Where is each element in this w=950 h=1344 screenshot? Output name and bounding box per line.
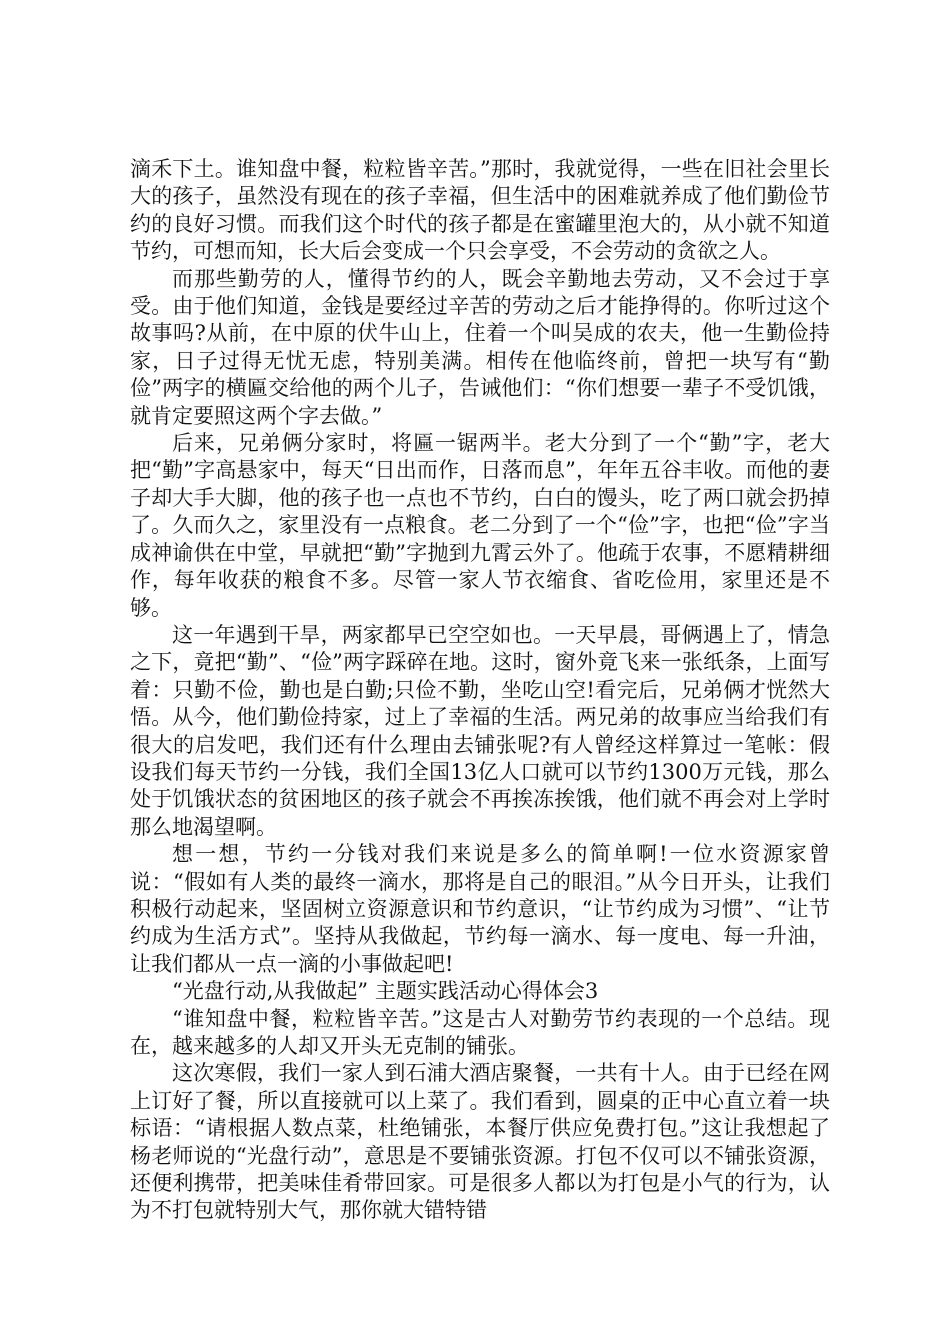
- paragraph-5: 想一想，节约一分钱对我们来说是多么的简单啊!一位水资源家曾说：“假如有人类的最终一滴水，那将是自己的眼泪。”从今日开头，让我们积极行动起来，坚固树立资源意识和节约意识，“让节约成为习惯”、“让节约成为生活方式”。坚持从我做起，节约每一滴水、每一度电、每一升油，让我们都从一点一滴的小事做起吧!: [130, 842, 830, 976]
- document-body: [130, 156, 830, 1225]
- paragraph-7: 这次寒假，我们一家人到石浦大酒店聚餐，一共有十人。由于已经在网上订好了餐，所以直接就可以上菜了。我们看到，圆桌的正中心直立着一块标语：“请根据人数点菜，杜绝铺张，本餐厅供应免费打包。”这让我想起了杨老师说的“光盘行动”，意思是不要铺张资源。打包不仅可以不铺张资源，还便利携带，把美味佳肴带回家。可是很多人都以为打包是小气的行为，认为不打包就特别大气，那你就大错特错: [130, 1061, 830, 1223]
- paragraph-3: 后来，兄弟俩分家时，将匾一锯两半。老大分到了一个“勤”字，老大把“勤”字高悬家中，每天“日出而作，日落而息”，年年五谷丰收。而他的妻子却大手大脚，他的孩子也一点也不节约，白白的馒头，吃了两口就会扔掉了。久而久之，家里没有一点粮食。老二分到了一个“俭”字，也把“俭”字当成神谕供在中堂，早就把“勤”字抛到九霄云外了。他疏于农事，不愿精耕细作，每年收获的粮食不多。尽管一家人节衣缩食、省吃俭用，家里还是不够。: [130, 431, 830, 620]
- paragraph-2: 而那些勤劳的人，懂得节约的人，既会辛勤地去劳动，又不会过于享受。由于他们知道，金钱是要经过辛苦的劳动之后才能挣得的。你听过这个故事吗?从前，在中原的伏牛山上，住着一个叫吴成的农夫，他一生勤俭持家，日子过得无忧无虑，特别美满。相传在他临终前，曾把一块写有“勤俭”两字的横匾交给他的两个儿子，告诫他们：“你们想要一辈子不受饥饿，就肯定要照这两个字去做。”: [130, 266, 830, 428]
- section-heading: “光盘行动,从我做起” 主题实践活动心得体会3: [172, 979, 599, 1004]
- paragraph-1: 滴禾下土。谁知盘中餐，粒粒皆辛苦。”那时，我就觉得，一些在旧社会里长大的孩子，虽然没有现在的孩子幸福，但生活中的困难就养成了他们勤俭节约的良好习惯。而我们这个时代的孩子都是在蜜罐里泡大的，从小就不知道节约，可想而知，长大后会变成一个只会享受，不会劳动的贪欲之人。: [130, 157, 830, 264]
- paragraph-4: 这一年遇到干旱，两家都早已空空如也。一天早晨，哥俩遇上了，情急之下，竟把“勤”、“俭”两字踩碎在地。这时，窗外竟飞来一张纸条，上面写着：只勤不俭，勤也是白勤;只俭不勤，坐吃山空!看完后，兄弟俩才恍然大悟。从今，他们勤俭持家，过上了幸福的生活。两兄弟的故事应当给我们有很大的启发吧，我们还有什么理由去铺张呢?有人曾经这样算过一笔帐：假设我们每天节约一分钱，我们全国13亿人口就可以节约1300万元钱，那么处于饥饿状态的贫困地区的孩子就会不再挨冻挨饿，他们就不再会对上学时那么地渴望啊。: [130, 622, 830, 839]
- paragraph-6: “谁知盘中餐，粒粒皆辛苦。”这是古人对勤劳节约表现的一个总结。现在，越来越多的人却又开头无克制的铺张。: [130, 1006, 830, 1058]
